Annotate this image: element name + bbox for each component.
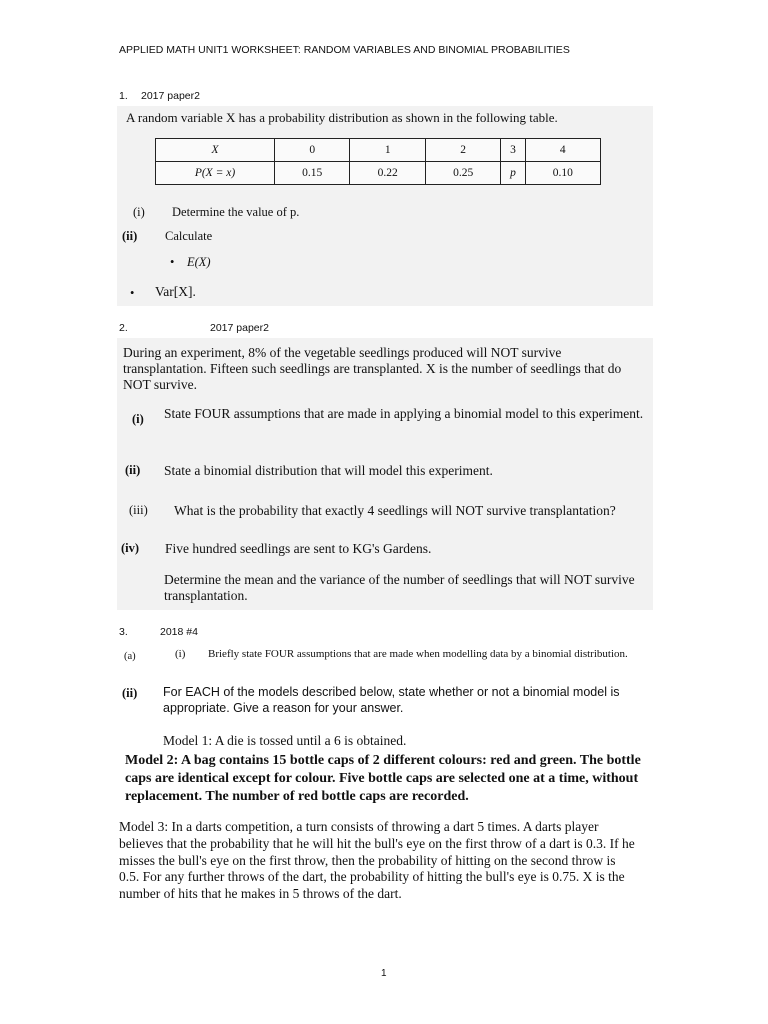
q1-part-ii-label: (ii) <box>122 229 138 243</box>
q1-part-i-label: (i) <box>133 205 145 219</box>
q2-part-iv-followup: Determine the mean and the variance of the number of seedlings that will NOT survive transplantation. <box>164 572 635 603</box>
q2-part-iii-label: (iii) <box>129 503 148 517</box>
page-number: 1 <box>381 968 387 979</box>
q1-part-i-text: Determine the value of p. <box>172 205 300 219</box>
table-cell-p0: 0.15 <box>275 162 350 185</box>
worksheet-title: APPLIED MATH UNIT1 WORKSHEET: RANDOM VARIABLES AND BINOMIAL PROBABILITIES <box>119 44 570 56</box>
table-cell-x2: 2 <box>425 139 500 162</box>
table-row-x <box>156 139 601 162</box>
q2-part-ii-text: State a binomial distribution that will model this experiment. <box>164 463 493 478</box>
q3-part-a-i-text: Briefly state FOUR assumptions that are made when modelling data by a binomial distribution. <box>208 648 628 660</box>
q1-bullet-2-text: Var[X]. <box>155 284 196 299</box>
table-cell-x0: 0 <box>275 139 350 162</box>
table-cell-p3: p <box>501 162 525 185</box>
table-row-p <box>156 162 601 185</box>
q2-part-i-label: (i) <box>132 412 144 426</box>
q3-number: 3. <box>119 626 128 638</box>
q1-part-ii-text: Calculate <box>165 229 213 243</box>
q1-number: 1. <box>119 90 128 102</box>
q2-part-i-text: State FOUR assumptions that are made in applying a binomial model to this experiment. <box>164 406 644 421</box>
model-1-text: Model 1: A die is tossed until a 6 is obtained. <box>163 733 407 748</box>
table-header-x: X <box>156 139 275 162</box>
q3-source: 2018 #4 <box>160 626 198 638</box>
q2-number: 2. <box>119 322 128 334</box>
q3-part-ii-label: (ii) <box>122 686 138 700</box>
probability-distribution-table <box>155 138 601 185</box>
q2-part-iv-label: (iv) <box>121 541 140 555</box>
model-3-text: Model 3: In a darts competition, a turn consists of throwing a dart 5 times. A darts player believes that the probability that he will hit the bull's eye on the first throw of a dart is 0.3. If he misses the bull's eye on the first throw, then the probability of hitting on the second throw is 0.5. For any further throws of the dart, the probability of hitting the bull's eye is 0.75. X is the number of hits that he makes in 5 throws of the dart. <box>119 819 635 902</box>
q3-part-a-i-label: (i) <box>175 648 186 660</box>
q2-source: 2017 paper2 <box>210 322 269 334</box>
q2-part-ii-label: (ii) <box>125 463 141 477</box>
q1-bullet-1-mark: • <box>170 255 175 269</box>
q3-part-ii-text: For EACH of the models described below, state whether or not a binomial model is appropriate. Give a reason for your answer. <box>163 685 620 715</box>
q1-source: 2017 paper2 <box>141 90 200 102</box>
table-cell-p4: 0.10 <box>525 162 600 185</box>
q3-part-a-label: (a) <box>124 651 136 662</box>
q1-intro: A random variable X has a probability distribution as shown in the following table. <box>126 110 558 125</box>
table-cell-p1: 0.22 <box>350 162 425 185</box>
q1-bullet-1-text: E(X) <box>187 255 211 269</box>
table-header-p: P(X = x) <box>156 162 275 185</box>
table-cell-x4: 4 <box>525 139 600 162</box>
table-cell-x1: 1 <box>350 139 425 162</box>
q2-intro: During an experiment, 8% of the vegetable seedlings produced will NOT survive transplantation. Fifteen such seedlings are transplanted. X is the number of seedlings that do NOT survive. <box>123 345 622 392</box>
table-cell-x3: 3 <box>501 139 525 162</box>
q2-part-iii-text: What is the probability that exactly 4 seedlings will NOT survive transplantation? <box>174 503 616 518</box>
q1-bullet-2-mark: • <box>130 286 135 300</box>
model-2-text: Model 2: A bag contains 15 bottle caps of 2 different colours: red and green. The bottle caps are identical except for colour. Five bottle caps are selected one at a time, without replacement. The number of red bottle caps are recorded. <box>125 753 641 804</box>
q2-part-iv-text: Five hundred seedlings are sent to KG's Gardens. <box>165 541 432 556</box>
table-cell-p2: 0.25 <box>425 162 500 185</box>
